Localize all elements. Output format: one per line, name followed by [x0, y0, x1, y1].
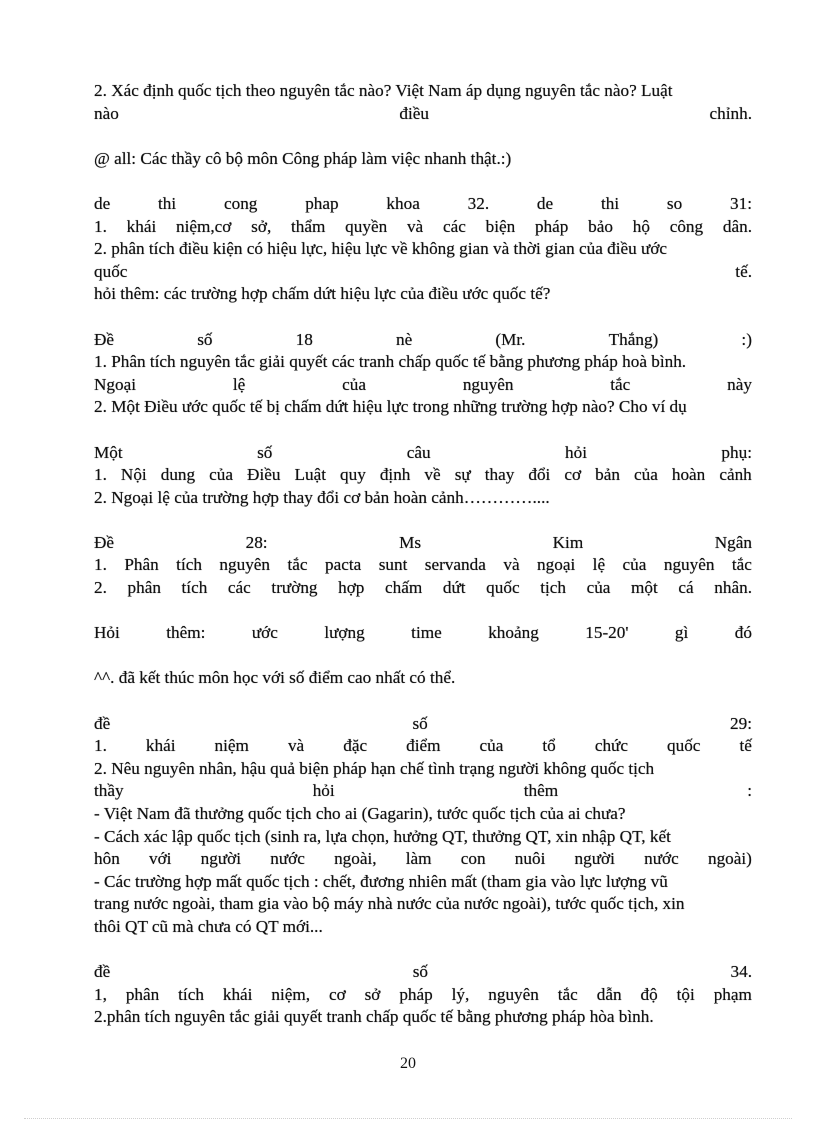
word: hợp — [338, 578, 365, 598]
text-line-content: 2. Ngoại lệ của trường hợp thay đổi cơ bản hoàn cảnh………….... — [94, 487, 550, 507]
word: Ms — [399, 532, 422, 552]
text-line-justified — [94, 193, 752, 216]
word: đề — [94, 962, 111, 982]
word: đề — [94, 713, 111, 733]
word: của — [633, 465, 658, 485]
word: khoảng — [488, 623, 539, 643]
word: lượng — [324, 623, 365, 643]
text-line-content: trang nước ngoài, tham gia vào bộ máy nhà nước của nước ngoài), tước quốc tịch, xin — [94, 894, 685, 914]
word: quốc — [667, 736, 701, 756]
word: 18 — [295, 329, 313, 349]
word: hộ — [632, 216, 650, 236]
word: bảo — [588, 216, 613, 236]
text-line-justified — [94, 532, 752, 555]
word: các — [227, 578, 251, 598]
word: tịch — [540, 578, 566, 598]
word: khái — [145, 736, 176, 756]
word: Ngân — [714, 532, 752, 552]
word: 15-20' — [585, 623, 629, 643]
text-line — [94, 916, 752, 939]
word: sở, — [251, 216, 272, 236]
word: Ngoại — [94, 374, 137, 394]
word: niệm, — [271, 984, 311, 1004]
word: trường — [271, 578, 318, 598]
word: nè — [396, 329, 413, 349]
word: tổ — [542, 736, 556, 756]
word: đặc — [343, 736, 368, 756]
text-line — [94, 148, 752, 171]
text-line-content: ^^. đã kết thúc môn học với số điểm cao nhất có thể. — [94, 668, 456, 688]
word: quốc — [486, 578, 520, 598]
word: điểm — [406, 736, 441, 756]
blank-line — [94, 939, 752, 962]
word: dẫn — [596, 984, 622, 1004]
text-line-content: 2. phân tích điều kiện có hiệu lực, hiệu lực về không gian và thời gian của điều ước — [94, 239, 668, 259]
text-line — [94, 871, 752, 894]
word: hỏi — [565, 442, 587, 462]
text-line-content: hỏi thêm: các trường hợp chấm dứt hiệu lực của điều ước quốc tế? — [94, 284, 551, 304]
word: về — [424, 465, 441, 485]
word: time — [411, 623, 442, 643]
word: (Mr. — [495, 329, 526, 349]
word: sự — [454, 465, 471, 485]
word: so — [666, 193, 683, 213]
word: nhân. — [714, 578, 752, 598]
word: cá — [678, 578, 694, 598]
word: nuôi — [514, 849, 546, 869]
document-body — [94, 80, 752, 1029]
word: thêm — [523, 781, 559, 801]
word: dứt — [442, 578, 466, 598]
word: lệ — [232, 374, 246, 394]
word: số — [257, 442, 273, 462]
word: đó — [734, 623, 752, 643]
word: của — [342, 374, 366, 394]
word: tắc — [731, 555, 752, 575]
text-line-justified — [94, 961, 752, 984]
word: thay — [484, 465, 515, 485]
word: phap — [305, 193, 339, 213]
word: gì — [674, 623, 689, 643]
word: de — [94, 193, 111, 213]
word: 1. — [94, 555, 107, 575]
blank-line — [94, 125, 752, 148]
text-line-justified — [94, 216, 752, 239]
word: con — [460, 849, 486, 869]
text-line-content: 2. Một Điều ước quốc tế bị chấm dứt hiệu lực trong những trường hợp nào? Cho ví dụ — [94, 397, 687, 417]
word: tích — [178, 984, 204, 1004]
word: khái — [222, 984, 253, 1004]
word: 28: — [245, 532, 268, 552]
word: người — [574, 849, 615, 869]
page-number: 20 — [400, 1055, 416, 1072]
word: 1. — [94, 216, 107, 236]
word: 1, — [94, 984, 107, 1004]
word: với — [148, 849, 172, 869]
word: tội — [676, 984, 695, 1004]
word: của — [479, 736, 504, 756]
word: số — [412, 713, 428, 733]
text-line-justified — [94, 103, 752, 126]
word: của — [209, 465, 233, 485]
word: sunt — [378, 555, 408, 575]
word: 34. — [730, 962, 752, 982]
blank-line — [94, 170, 752, 193]
text-line — [94, 893, 752, 916]
word: Đề — [94, 329, 115, 349]
word: Điều — [247, 465, 281, 485]
text-line-justified — [94, 848, 752, 871]
blank-line — [94, 645, 752, 668]
text-line-justified — [94, 780, 752, 803]
text-line-content: - Các trường hợp mất quốc tịch : chết, đương nhiên mất (tham gia vào lực lượng vũ — [94, 871, 668, 891]
text-line — [94, 758, 752, 781]
word: tắc — [557, 984, 578, 1004]
word: ngoài, — [334, 849, 377, 869]
word: 31: — [730, 193, 752, 213]
blank-line — [94, 509, 752, 532]
blank-line — [94, 690, 752, 713]
text-line — [94, 803, 752, 826]
word: nguyên — [462, 374, 514, 394]
word: tế — [739, 736, 752, 756]
word: Đề — [94, 532, 115, 552]
word: ngoài) — [707, 849, 752, 869]
word: một — [631, 578, 658, 598]
word: chức — [594, 736, 628, 756]
word: pháp — [399, 984, 433, 1004]
word: nguyên — [488, 984, 539, 1004]
blank-line — [94, 600, 752, 623]
text-line-justified — [94, 984, 752, 1007]
word: tích — [181, 578, 208, 598]
word: 29: — [730, 713, 752, 733]
text-line-content: @ all: Các thầy cô bộ môn Công pháp làm việc nhanh thật.:) — [94, 148, 512, 168]
text-line — [94, 238, 752, 261]
word: nguyên — [219, 555, 271, 575]
word: số — [412, 962, 429, 982]
word: tắc — [610, 374, 631, 394]
word: quyền — [345, 216, 388, 236]
text-line-justified — [94, 735, 752, 758]
word: và — [287, 736, 305, 756]
text-line-content: 2.phân tích nguyên tắc giải quyết tranh chấp quốc tế bằng phương pháp hòa bình. — [94, 1007, 654, 1027]
text-line-justified — [94, 374, 752, 397]
text-line — [94, 396, 752, 419]
text-line-justified — [94, 554, 752, 577]
word: tế. — [735, 261, 752, 281]
word: de — [536, 193, 554, 213]
word: dung — [160, 465, 196, 485]
word: độ — [640, 984, 658, 1004]
word: lý, — [451, 984, 470, 1004]
word: Một — [94, 442, 123, 462]
word: câu — [406, 442, 431, 462]
word: các — [442, 216, 466, 236]
text-line-justified — [94, 261, 752, 284]
text-line-justified — [94, 622, 752, 645]
word: 1. — [94, 736, 107, 756]
word: của — [622, 555, 647, 575]
word: thẩm — [291, 216, 326, 236]
word: nào — [94, 103, 119, 123]
word: ước — [251, 623, 278, 643]
word: thêm: — [166, 623, 206, 643]
word: nước — [644, 849, 679, 869]
word: phân — [125, 984, 160, 1004]
word: người — [200, 849, 242, 869]
word: thi — [600, 193, 620, 213]
word: pacta — [324, 555, 362, 575]
word: quy — [340, 465, 366, 485]
word: hỏi — [312, 781, 335, 801]
text-line-content: thôi QT cũ mà chưa có QT mới... — [94, 916, 323, 936]
word: chỉnh. — [709, 103, 752, 123]
word: 32. — [467, 193, 490, 213]
word: hôn — [94, 849, 120, 869]
word: Hỏi — [94, 623, 120, 643]
word: niệm,cơ — [176, 216, 232, 236]
word: :) — [741, 329, 752, 349]
word: Luật — [294, 465, 326, 485]
word: thi — [158, 193, 177, 213]
text-line — [94, 80, 752, 103]
text-line-content: - Việt Nam đã thưởng quốc tịch cho ai (Gagarin), tước quốc tịch của ai chưa? — [94, 804, 626, 823]
text-line — [94, 667, 752, 690]
text-line-content: - Cách xác lập quốc tịch (sinh ra, lựa chọn, hưởng QT, thưởng QT, xin nhập QT, kết — [94, 826, 671, 846]
word: hoàn — [671, 465, 706, 485]
text-line — [94, 487, 752, 510]
text-line-justified — [94, 713, 752, 736]
word: phạm — [713, 984, 752, 1004]
word: này — [727, 374, 752, 394]
word: chấm — [385, 578, 423, 598]
word: thầy — [94, 781, 124, 801]
text-line — [94, 1006, 752, 1029]
word: sở — [364, 984, 381, 1004]
word: cơ — [564, 465, 582, 485]
word: Phân — [124, 555, 159, 575]
text-line-content: 2. Xác định quốc tịch theo nguyên tắc nào? Việt Nam áp dụng nguyên tắc nào? Luật — [94, 81, 673, 100]
word: cong — [223, 193, 258, 213]
word: nước — [270, 849, 305, 869]
word: tắc — [287, 555, 308, 575]
text-line — [94, 351, 752, 374]
text-line-content: 1. Phân tích nguyên tắc giải quyết các tranh chấp quốc tế bằng phương pháp hoà bình. — [94, 352, 687, 372]
word: pháp — [534, 216, 569, 236]
word: nguyên — [663, 555, 715, 575]
blank-line — [94, 306, 752, 329]
word: dân. — [722, 216, 752, 236]
word: khái — [126, 216, 157, 236]
word: Nội — [120, 465, 147, 485]
text-line-justified — [94, 464, 752, 487]
blank-line — [94, 419, 752, 442]
word: servanda — [424, 555, 486, 575]
word: niệm — [214, 736, 249, 756]
word: bản — [595, 465, 620, 485]
word: Kim — [552, 532, 584, 552]
word: quốc — [94, 261, 128, 281]
word: định — [379, 465, 411, 485]
word: tích — [176, 555, 202, 575]
word: : — [747, 781, 752, 801]
word: 1. — [94, 465, 107, 485]
word: đổi — [528, 465, 551, 485]
text-line-justified — [94, 442, 752, 465]
word: ngoại — [537, 555, 576, 575]
word: cơ — [328, 984, 346, 1004]
word: làm — [405, 849, 432, 869]
word: phân — [127, 578, 161, 598]
word: Thắng) — [608, 329, 659, 349]
word: của — [586, 578, 611, 598]
word: số — [197, 329, 213, 349]
text-line — [94, 826, 752, 849]
word: lệ — [592, 555, 606, 575]
text-line — [94, 283, 752, 306]
word: cảnh — [719, 465, 752, 485]
word: và — [503, 555, 520, 575]
text-line-justified — [94, 577, 752, 600]
page-bottom-divider — [24, 1118, 792, 1119]
text-line-content: 2. Nêu nguyên nhân, hậu quả biện pháp hạn chế tình trạng người không quốc tịch — [94, 758, 655, 778]
word: điều — [399, 103, 429, 123]
word: phụ: — [721, 442, 752, 462]
text-line-justified — [94, 329, 752, 352]
word: khoa — [386, 193, 420, 213]
word: 2. — [94, 578, 107, 598]
word: công — [669, 216, 704, 236]
word: và — [406, 216, 424, 236]
word: biện — [485, 216, 516, 236]
